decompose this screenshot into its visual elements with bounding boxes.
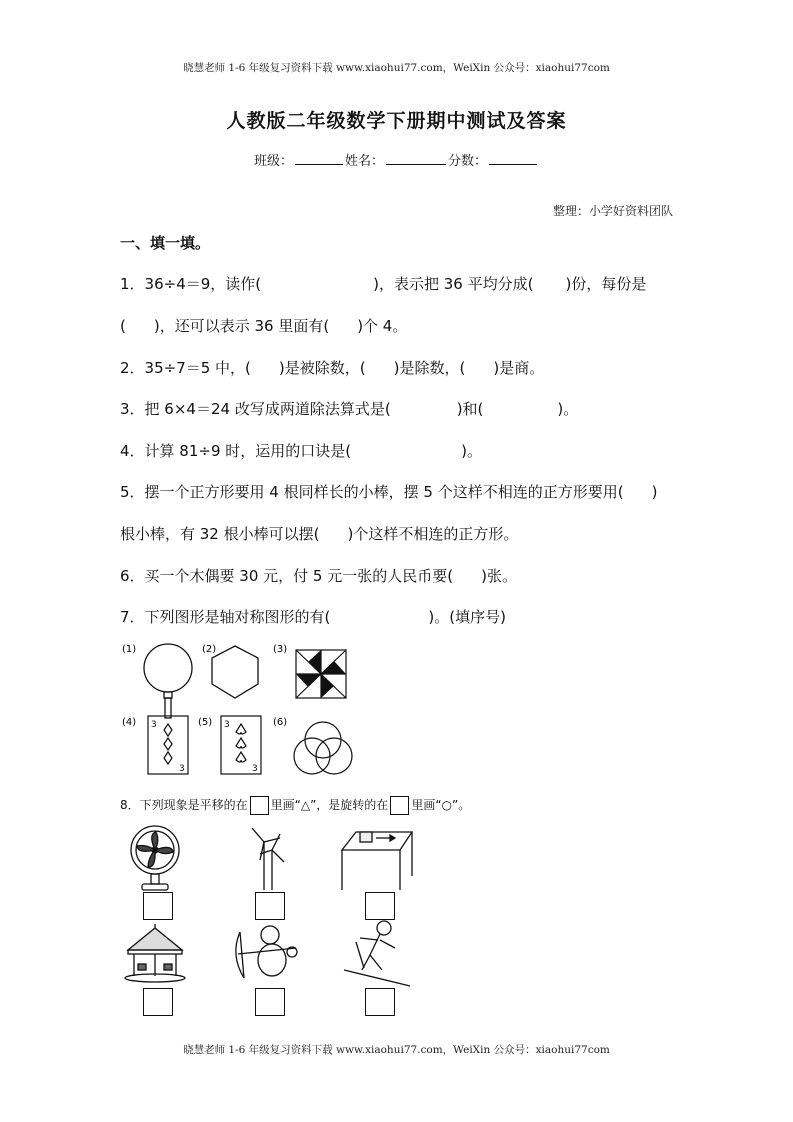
- question-6: [120, 566, 517, 586]
- page-title: 人教版二年级数学下册期中测试及答案: [226, 110, 567, 132]
- pinwheel-shape: [296, 650, 346, 698]
- figure-label-6: (6): [273, 717, 288, 728]
- q2-text-a: 2．35÷7＝5 中，(: [120, 359, 251, 377]
- q1-text-b: )，表示把 36 平均分成(: [373, 275, 534, 293]
- round-fan-shape: [144, 644, 192, 718]
- q5-text-a: 5．摆一个正方形要用 4 根同样长的小棒，摆 5 个这样不相连的正方形要用(: [120, 483, 624, 501]
- archer-icon: [236, 926, 297, 978]
- card-corner-digit-3: 3: [224, 720, 230, 730]
- score-label: 分数：: [448, 154, 488, 169]
- q1-text-f: )个 4。: [357, 317, 408, 335]
- question-7: [120, 607, 506, 627]
- page-header: 晓慧老师 1-6 年级复习资料下载 www.xiaohui77.com，WeiXin 公众号：xiaohui77com: [183, 62, 610, 74]
- question-5-line-1: [120, 482, 657, 502]
- q4-text-a: 4．计算 81÷9 时，运用的口诀是(: [120, 442, 352, 460]
- q8-text-b: 里画“△”，是旋转的在: [270, 798, 389, 812]
- card-corner-digit-1: 3: [151, 720, 157, 730]
- three-circle-shape: [294, 722, 352, 774]
- q5-text-b: ): [651, 483, 658, 501]
- answer-box-turbine[interactable]: [255, 892, 285, 920]
- q3-text-c: )。: [557, 400, 579, 418]
- symmetry-figures: [118, 640, 358, 780]
- hexagon-shape: [212, 646, 258, 698]
- q1-text-c: )份，每份是: [565, 275, 647, 293]
- skier-icon: [344, 921, 410, 986]
- playing-card-diamonds: [148, 716, 188, 774]
- electric-fan-icon: [131, 826, 179, 890]
- q6-text-b: )张。: [481, 567, 517, 585]
- figure-label-4: (4): [122, 717, 137, 728]
- question-2: [120, 358, 544, 378]
- card-corner-digit-4: 3: [252, 764, 258, 774]
- q1-text-e: )，还可以表示 36 里面有(: [153, 317, 330, 335]
- q8-translation-box-sample: [250, 796, 269, 815]
- figure-label-1: (1): [122, 644, 137, 655]
- question-1-line-2: [120, 316, 407, 336]
- card-corner-digit-2: 3: [179, 764, 185, 774]
- student-info: [0, 150, 793, 169]
- answer-box-carousel[interactable]: [143, 988, 173, 1016]
- q3-text-b: )和(: [456, 400, 484, 418]
- q5-text-c: 根小棒，有 32 根小棒可以摆(: [120, 525, 320, 543]
- q1-text-a: 1．36÷4＝9，读作(: [120, 275, 262, 293]
- answer-box-skier[interactable]: [365, 988, 395, 1016]
- q2-text-b: )是被除数，(: [278, 359, 366, 377]
- question-8: [120, 796, 470, 815]
- q7-text-b: )。(填序号): [428, 608, 506, 626]
- q7-text-a: 7．下列图形是轴对称图形的有(: [120, 608, 331, 626]
- q5-text-d: )个这样不相连的正方形。: [347, 525, 519, 543]
- playing-card-spades: [221, 716, 261, 774]
- q3-text-a: 3．把 6×4＝24 改写成两道除法算式是(: [120, 400, 391, 418]
- table-sliding-box-icon: [342, 832, 412, 890]
- q4-text-b: )。: [461, 442, 482, 460]
- q8-text-c: 里画“○”。: [411, 798, 471, 812]
- answer-box-archer[interactable]: [255, 988, 285, 1016]
- question-1-line-1: [120, 274, 646, 294]
- class-label: 班级：: [253, 154, 293, 169]
- carousel-icon: [125, 924, 185, 982]
- q8-text-a: 8．下列现象是平移的在: [120, 798, 248, 812]
- section-heading: 一、填一填。: [120, 234, 211, 252]
- page-footer: 晓慧老师 1-6 年级复习资料下载 www.xiaohui77.com，WeiXin 公众号：xiaohui77com: [183, 1044, 610, 1056]
- score-blank: [489, 152, 537, 165]
- name-label: 姓名：: [344, 154, 384, 169]
- q8-rotation-box-sample: [390, 796, 409, 815]
- q2-text-c: )是除数，(: [393, 359, 466, 377]
- answer-box-table[interactable]: [365, 892, 395, 920]
- figure-label-5: (5): [198, 717, 213, 728]
- q6-text-a: 6．买一个木偶要 30 元，付 5 元一张的人民币要(: [120, 567, 454, 585]
- editor-credit: 整理：小学好资料团队: [552, 204, 673, 218]
- question-5-line-2: [120, 524, 518, 544]
- figure-label-3: (3): [273, 644, 288, 655]
- question-4: [120, 441, 482, 461]
- name-blank: [386, 152, 446, 165]
- figure-label-2: (2): [202, 644, 217, 655]
- wind-turbine-icon: [252, 828, 284, 890]
- question-3: [120, 399, 578, 419]
- answer-box-fan[interactable]: [143, 892, 173, 920]
- q1-text-d: (: [120, 317, 126, 335]
- q2-text-d: )是商。: [493, 359, 545, 377]
- class-blank: [295, 152, 343, 165]
